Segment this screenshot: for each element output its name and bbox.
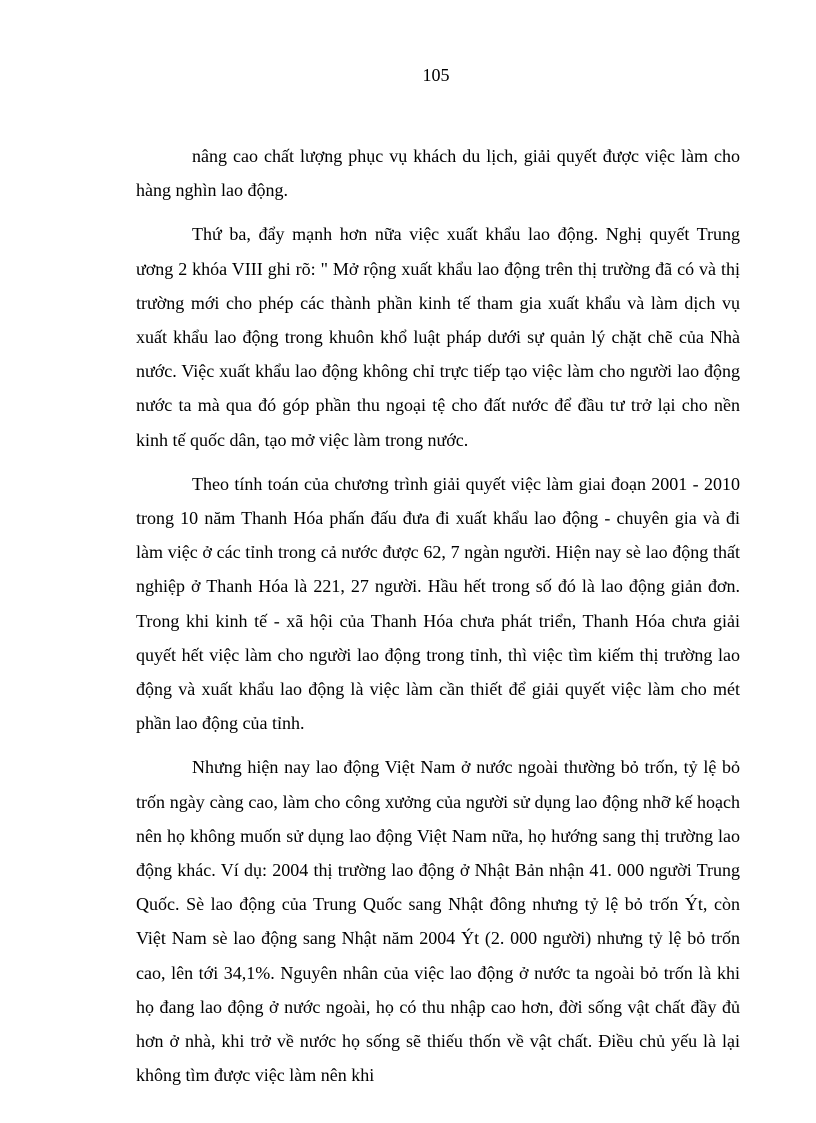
paragraph-runaway-workers: Nhưng hiện nay lao động Việt Nam ở nước ngoài thường bỏ trốn, tỷ lệ bỏ trốn ngày càng cao, làm cho công xưởng của người sử dụng lao động nhỡ kế hoạch nên họ không muốn sử dụng lao động Việt Nam nữa, họ hướng sang thị trường lao động khác. Ví dụ: 2004 thị trường lao động ở Nhật Bản nhận 41. 000 người Trung Quốc. Sè lao động của Trung Quốc sang Nhật đông nhưng tỷ lệ bỏ trốn Ýt, còn Việt Nam sè lao động sang Nhật năm 2004 Ýt (2. 000 người) nhưng tỷ lệ bỏ trốn cao, lên tới 34,1%. Nguyên nhân của việc lao động ở nước ta ngoài bỏ trốn là khi họ đang lao động ở nước ngoài, họ có thu nhập cao hơn, đời sống vật chất đầy đủ hơn ở nhà, khi trở về nước họ sống sẽ thiếu thốn về vật chất. Điều chủ yếu là lại không tìm được việc làm nên khi: [136, 757, 740, 1086]
paragraph-continued: nâng cao chất lượng phục vụ khách du lịch, giải quyết được việc làm cho hàng nghìn lao động.: [136, 146, 740, 201]
paragraph-program-estimate: Theo tính toán của chương trình giải quyết việc làm giai đoạn 2001 - 2010 trong 10 năm Thanh Hóa phấn đấu đưa đi xuất khẩu lao động - chuyên gia và đi làm việc ở các tỉnh trong cả nước được 62, 7 ngàn người. Hiện nay sè lao động thất nghiệp ở Thanh Hóa là 221, 27 người. Hầu hết trong số đó là lao động giản đơn. Trong khi kinh tế - xã hội của Thanh Hóa chưa phát triển, Thanh Hóa chưa giải quyết hết việc làm cho người lao động trong tỉnh, thì việc tìm kiếm thị trường lao động và xuất khẩu lao động là việc làm cần thiết để giải quyết việc làm cho mét phần lao động của tỉnh.: [136, 473, 740, 734]
page-number: 105: [422, 65, 450, 85]
paragraph-labor-export: Thứ ba, đẩy mạnh hơn nữa việc xuất khẩu lao động. Nghị quyết Trung ương 2 khóa VIII ghi rõ: " Mở rộng xuất khẩu lao động trên thị trường đã có và thị trường mới cho phép các thành phần kinh tế tham gia xuất khẩu và làm dịch vụ xuất khẩu lao động trong khuôn khổ luật pháp dưới sự quản lý chặt chẽ của Nhà nước. Việc xuất khẩu lao động không chỉ trực tiếp tạo việc làm cho người lao động nước ta mà qua đó góp phần thu ngoại tệ cho đất nước để đầu tư trở lại cho nền kinh tế quốc dân, tạo mở việc làm trong nước.: [136, 224, 740, 450]
body-text: [136, 139, 740, 1102]
